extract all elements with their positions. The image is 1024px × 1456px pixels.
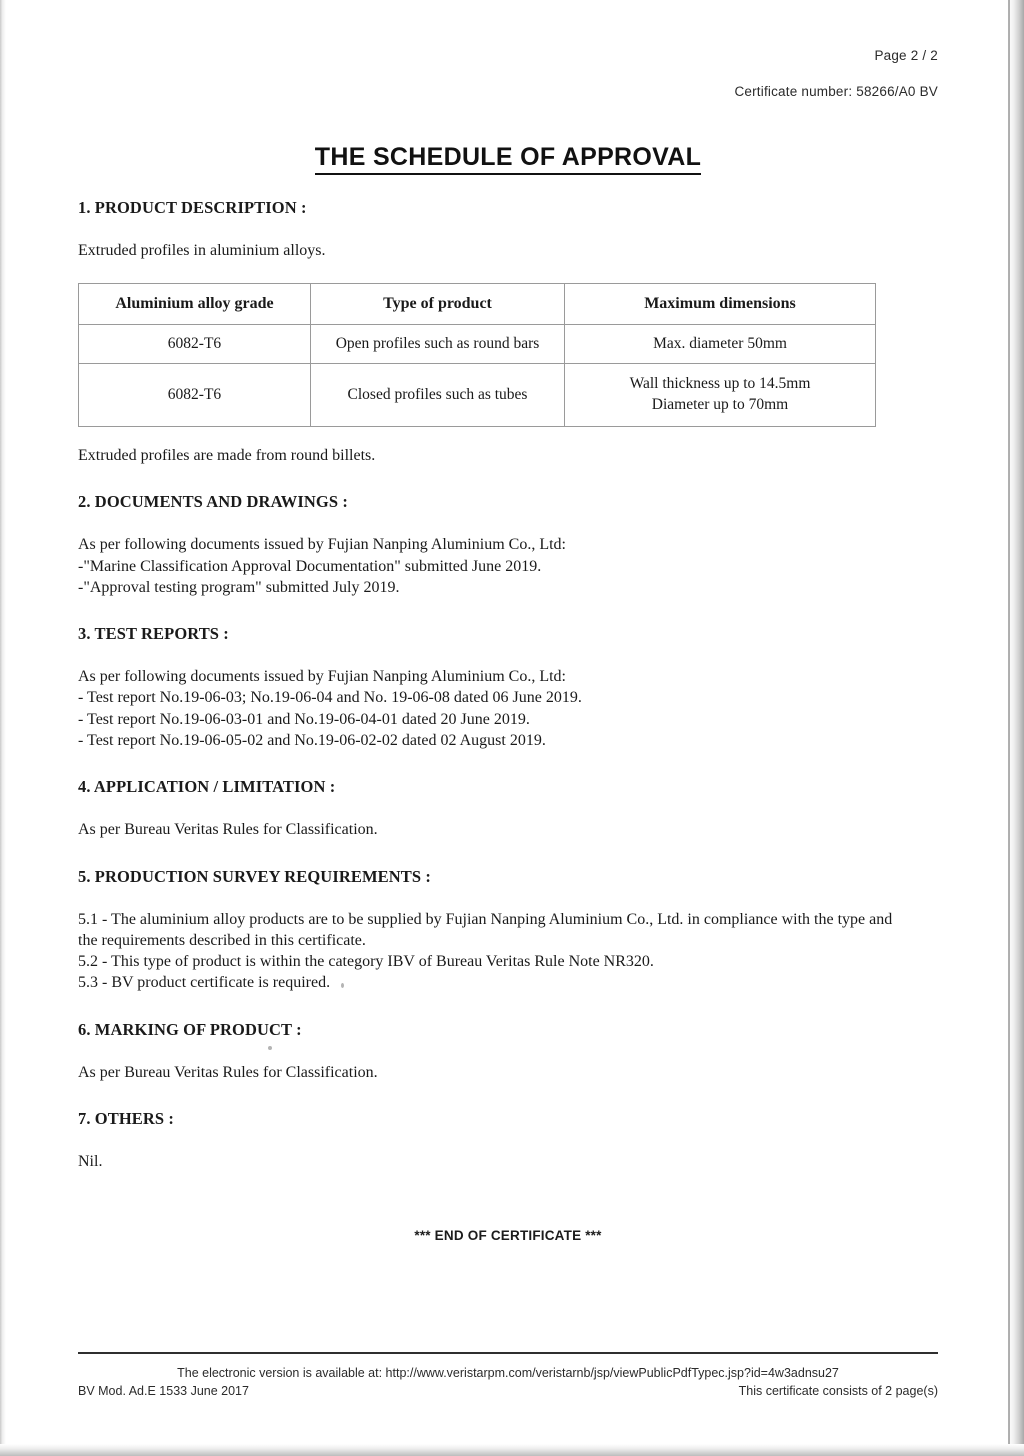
column-header-type-of-product: Type of product bbox=[311, 284, 565, 325]
table-row bbox=[79, 325, 876, 364]
page-left-edge-shadow bbox=[0, 0, 6, 1456]
cell-alloy-grade: 6082-T6 bbox=[79, 325, 311, 364]
application-limitation-body bbox=[78, 819, 938, 840]
table-header-row bbox=[79, 284, 876, 325]
section-heading-others: 7. OTHERS : bbox=[78, 1108, 174, 1128]
test-reports-body bbox=[78, 666, 938, 751]
cell-maximum-dimensions: Max. diameter 50mm bbox=[565, 325, 876, 364]
marking-line: As per Bureau Veritas Rules for Classification. bbox=[78, 1063, 378, 1081]
test-report-line: - Test report No.19-06-03-01 and No.19-06-04-01 dated 20 June 2019. bbox=[78, 710, 530, 728]
page-title bbox=[78, 143, 938, 172]
marking-of-product-body bbox=[78, 1062, 938, 1083]
documents-line: As per following documents issued by Fujian Nanping Aluminium Co., Ltd: bbox=[78, 536, 566, 554]
section-heading-production-survey: 5. PRODUCTION SURVEY REQUIREMENTS : bbox=[78, 866, 431, 886]
others-line: Nil. bbox=[78, 1152, 103, 1170]
footer-page-count-note: This certificate consists of 2 page(s) bbox=[738, 1384, 938, 1398]
product-specification-table bbox=[78, 283, 876, 427]
section-heading-documents-and-drawings: 2. DOCUMENTS AND DRAWINGS : bbox=[78, 492, 348, 512]
test-report-line: - Test report No.19-06-03; No.19-06-04 and No. 19-06-08 dated 06 June 2019. bbox=[78, 689, 582, 707]
cell-type-of-product: Open profiles such as round bars bbox=[311, 325, 565, 364]
end-of-certificate-marker: *** END OF CERTIFICATE *** bbox=[414, 1228, 602, 1244]
footer-divider bbox=[78, 1352, 938, 1354]
cell-type-of-product: Closed profiles such as tubes bbox=[311, 364, 565, 427]
product-description-intro: Extruded profiles in aluminium alloys. bbox=[78, 242, 326, 259]
document-footer bbox=[78, 1366, 938, 1398]
footer-electronic-version: The electronic version is available at: http://www.veristarpm.com/veristarnb/jsp/viewPublicPdfTypec.jsp?id=4w3adnsu27 bbox=[177, 1366, 839, 1380]
page-title-text: THE SCHEDULE OF APPROVAL bbox=[315, 143, 701, 175]
documents-line: -"Approval testing program" submitted July 2019. bbox=[78, 578, 400, 596]
production-survey-line: 5.3 - BV product certificate is required. bbox=[78, 974, 331, 992]
cell-maximum-dimensions bbox=[565, 364, 876, 427]
others-body bbox=[78, 1151, 938, 1172]
production-survey-line: the requirements described in this certificate. bbox=[78, 931, 366, 949]
cell-dimensions-line-1: Wall thickness up to 14.5mm bbox=[629, 375, 811, 393]
page-bottom-edge-shadow bbox=[0, 1444, 1024, 1456]
document-body bbox=[78, 0, 938, 1243]
section-heading-marking-of-product: 6. MARKING OF PRODUCT : bbox=[78, 1019, 302, 1039]
page-right-edge-shadow bbox=[1008, 0, 1024, 1456]
table-row bbox=[79, 364, 876, 427]
cell-alloy-grade: 6082-T6 bbox=[79, 364, 311, 427]
page-right-edge-line bbox=[1008, 0, 1010, 1456]
documents-line: -"Marine Classification Approval Documentation" submitted June 2019. bbox=[78, 557, 542, 575]
section-heading-application-limitation: 4. APPLICATION / LIMITATION : bbox=[78, 777, 336, 797]
section-heading-product-description: 1. PRODUCT DESCRIPTION : bbox=[78, 198, 307, 217]
footer-mod-reference: BV Mod. Ad.E 1533 June 2017 bbox=[78, 1384, 249, 1398]
production-survey-body bbox=[78, 909, 938, 994]
application-line: As per Bureau Veritas Rules for Classification. bbox=[78, 821, 378, 839]
certificate-number: Certificate number: 58266/A0 BV bbox=[734, 84, 938, 99]
section-heading-test-reports: 3. TEST REPORTS : bbox=[78, 624, 229, 644]
column-header-maximum-dimensions: Maximum dimensions bbox=[565, 284, 876, 325]
product-description-note: Extruded profiles are made from round billets. bbox=[78, 447, 376, 465]
production-survey-line: 5.2 - This type of product is within the category IBV of Bureau Veritas Rule Note NR320. bbox=[78, 953, 654, 971]
cell-dimensions-line-2: Diameter up to 70mm bbox=[651, 396, 789, 414]
column-header-alloy-grade: Aluminium alloy grade bbox=[79, 284, 311, 325]
documents-and-drawings-body bbox=[78, 534, 938, 598]
test-report-line: - Test report No.19-06-05-02 and No.19-06-02-02 dated 02 August 2019. bbox=[78, 731, 546, 749]
test-report-line: As per following documents issued by Fujian Nanping Aluminium Co., Ltd: bbox=[78, 668, 566, 686]
page-label: Page 2 / 2 bbox=[874, 48, 938, 63]
document-header bbox=[78, 48, 938, 99]
production-survey-line: 5.1 - The aluminium alloy products are to be supplied by Fujian Nanping Aluminium Co., Ltd. in compliance with the type and bbox=[78, 910, 893, 928]
